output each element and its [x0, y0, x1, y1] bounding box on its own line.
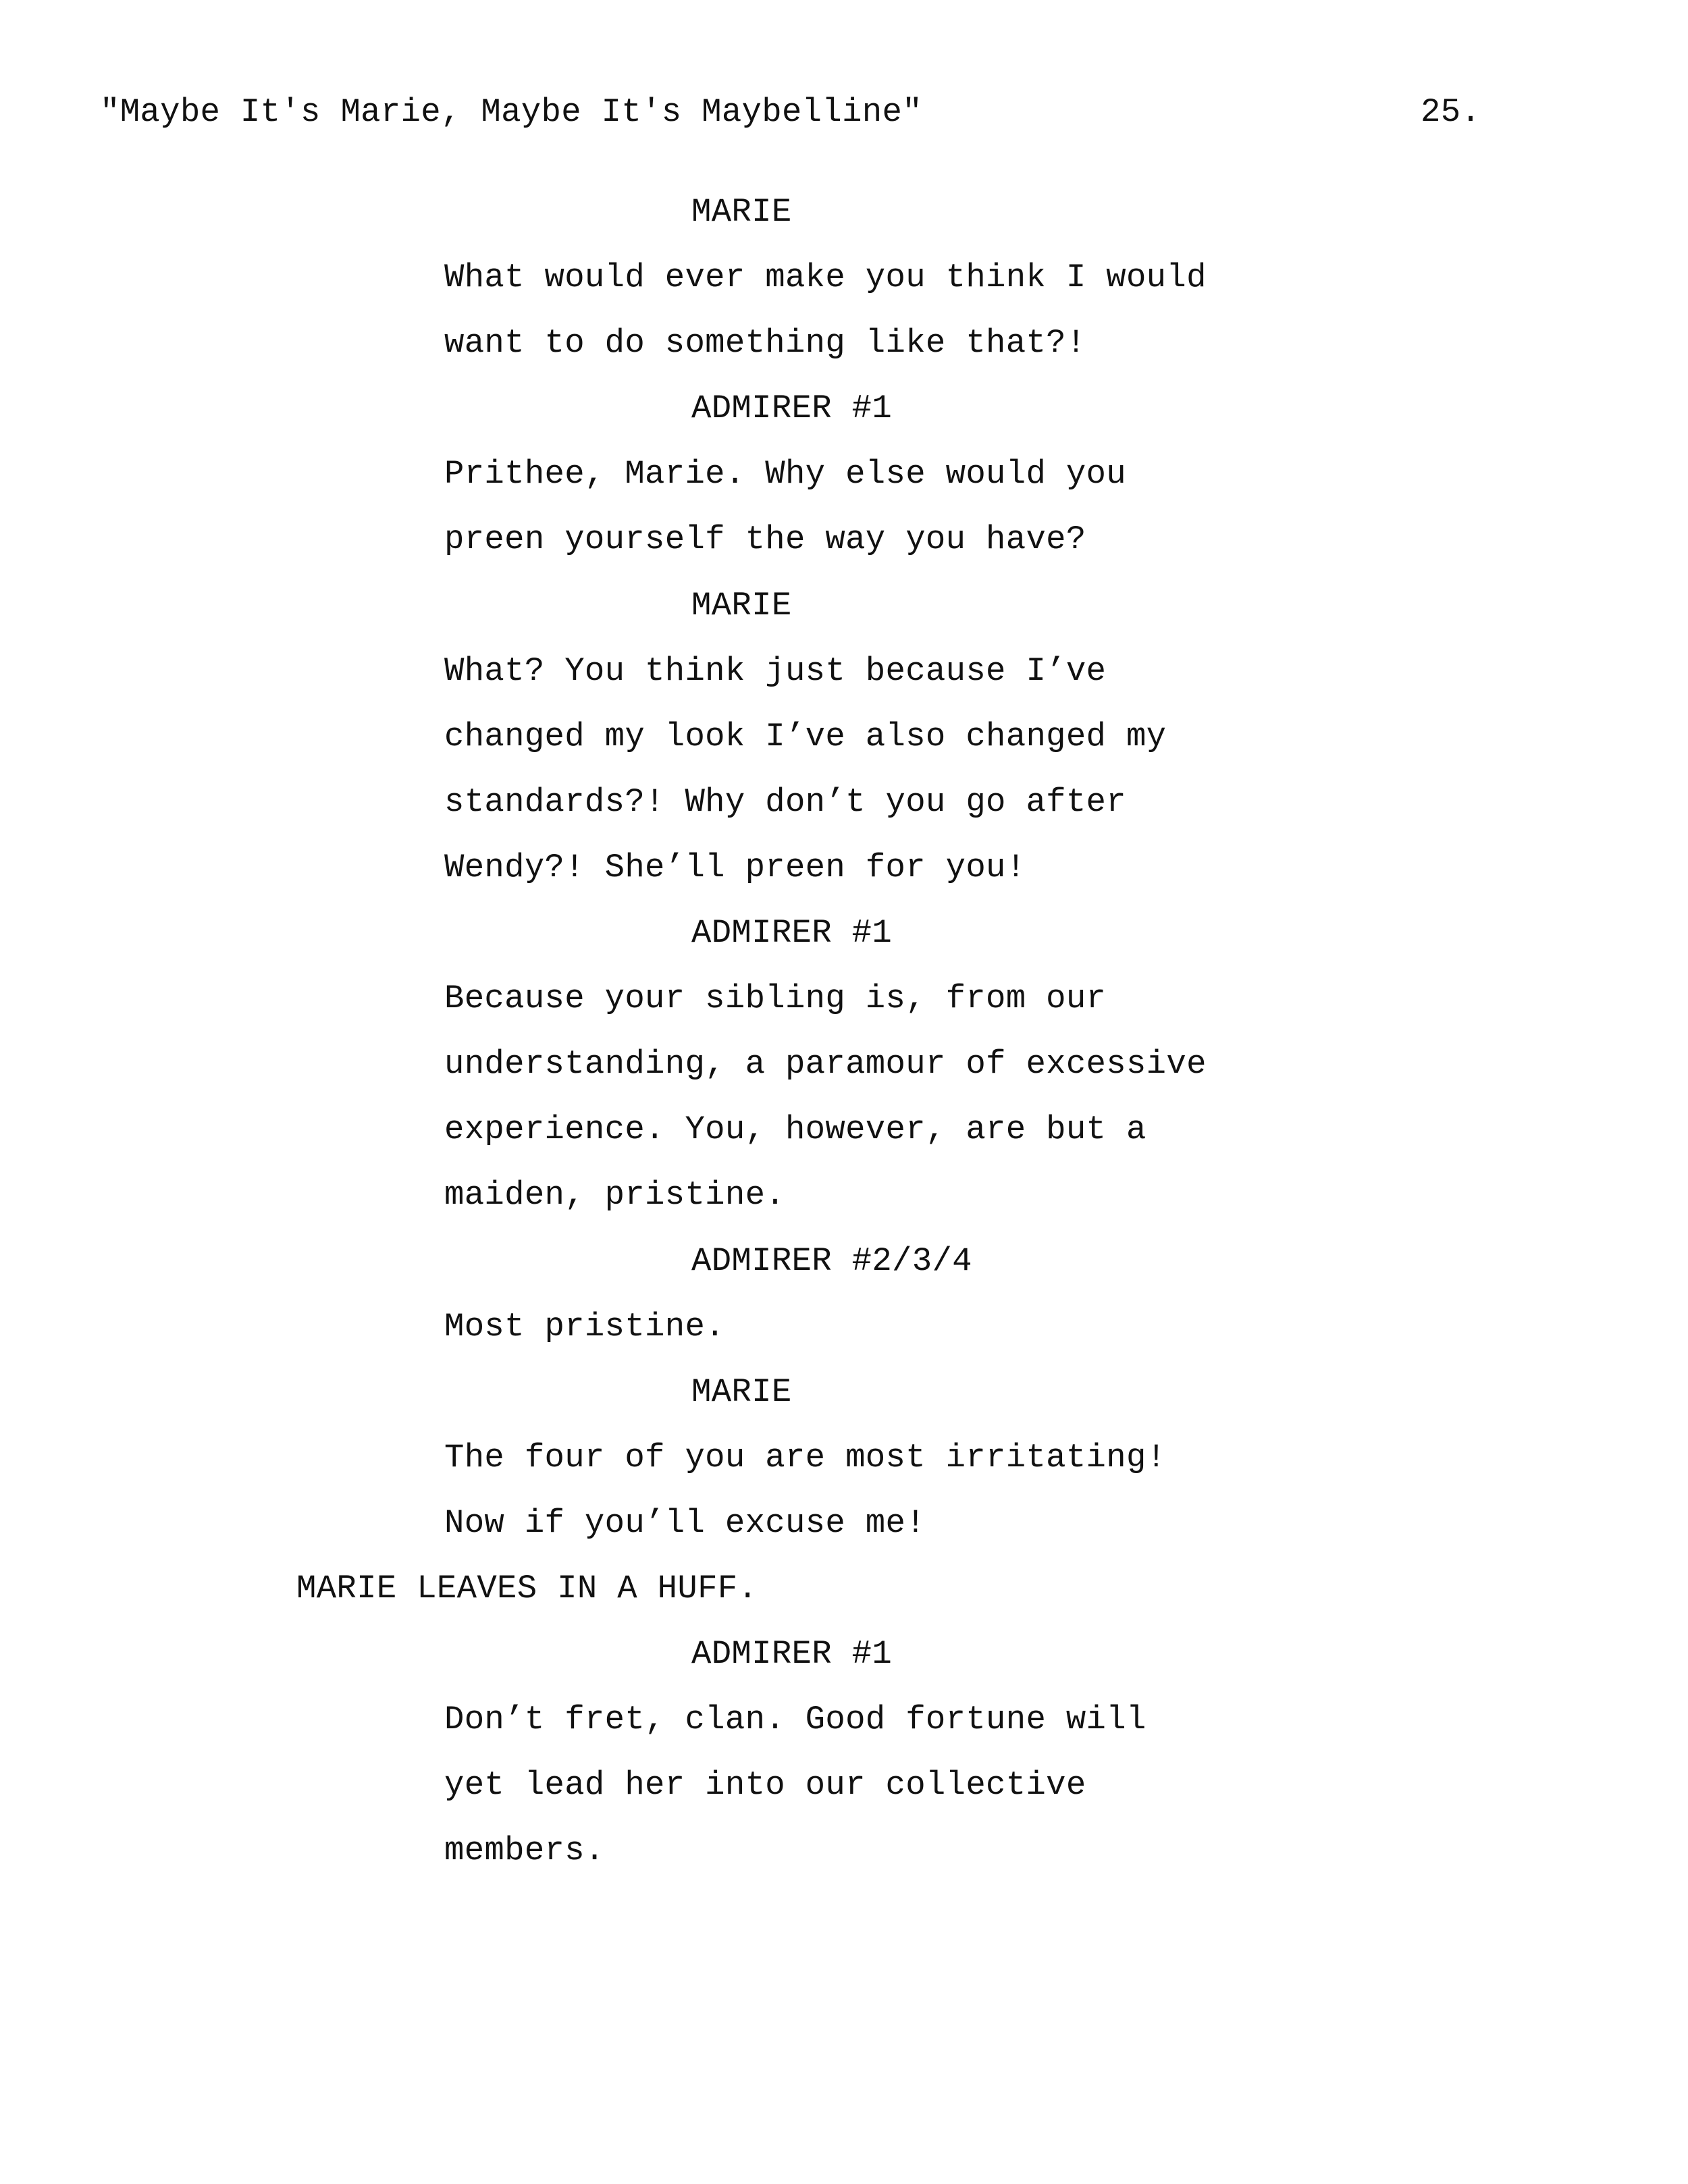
dialogue-line: experience. You, however, are but a: [444, 1111, 1146, 1148]
dialogue-line: understanding, a paramour of excessive: [444, 1045, 1207, 1083]
dialogue-line: changed my look I’ve also changed my: [444, 718, 1167, 755]
character-cue: ADMIRER #1: [691, 390, 893, 427]
dialogue-line: What? You think just because I’ve: [444, 652, 1107, 690]
dialogue-line: members.: [444, 1832, 605, 1869]
dialogue-line: preen yourself the way you have?: [444, 521, 1086, 558]
character-cue: ADMIRER #1: [691, 1635, 893, 1673]
dialogue-line: Now if you’ll excuse me!: [444, 1504, 926, 1542]
dialogue-line: maiden, pristine.: [444, 1176, 785, 1214]
character-cue: ADMIRER #2/3/4: [691, 1242, 972, 1280]
character-cue: MARIE: [691, 193, 792, 231]
dialogue-line: Prithee, Marie. Why else would you: [444, 455, 1126, 493]
dialogue-line: yet lead her into our collective: [444, 1766, 1086, 1804]
dialogue-line: Wendy?! She’ll preen for you!: [444, 849, 1026, 886]
dialogue-line: want to do something like that?!: [444, 324, 1086, 362]
dialogue-line: standards?! Why don’t you go after: [444, 783, 1126, 821]
dialogue-line: Most pristine.: [444, 1308, 725, 1346]
page-number: 25.: [1421, 93, 1481, 131]
dialogue-line: The four of you are most irritating!: [444, 1439, 1167, 1476]
character-cue: MARIE: [691, 587, 792, 624]
character-cue: MARIE: [691, 1373, 792, 1411]
dialogue-line: Don’t fret, clan. Good fortune will: [444, 1701, 1146, 1738]
page-header-title: "Maybe It's Marie, Maybe It's Maybelline": [100, 93, 922, 131]
dialogue-line: What would ever make you think I would: [444, 259, 1207, 296]
character-cue: ADMIRER #1: [691, 914, 893, 952]
dialogue-line: Because your sibling is, from our: [444, 980, 1107, 1017]
action-line: MARIE LEAVES IN A HUFF.: [296, 1570, 758, 1607]
